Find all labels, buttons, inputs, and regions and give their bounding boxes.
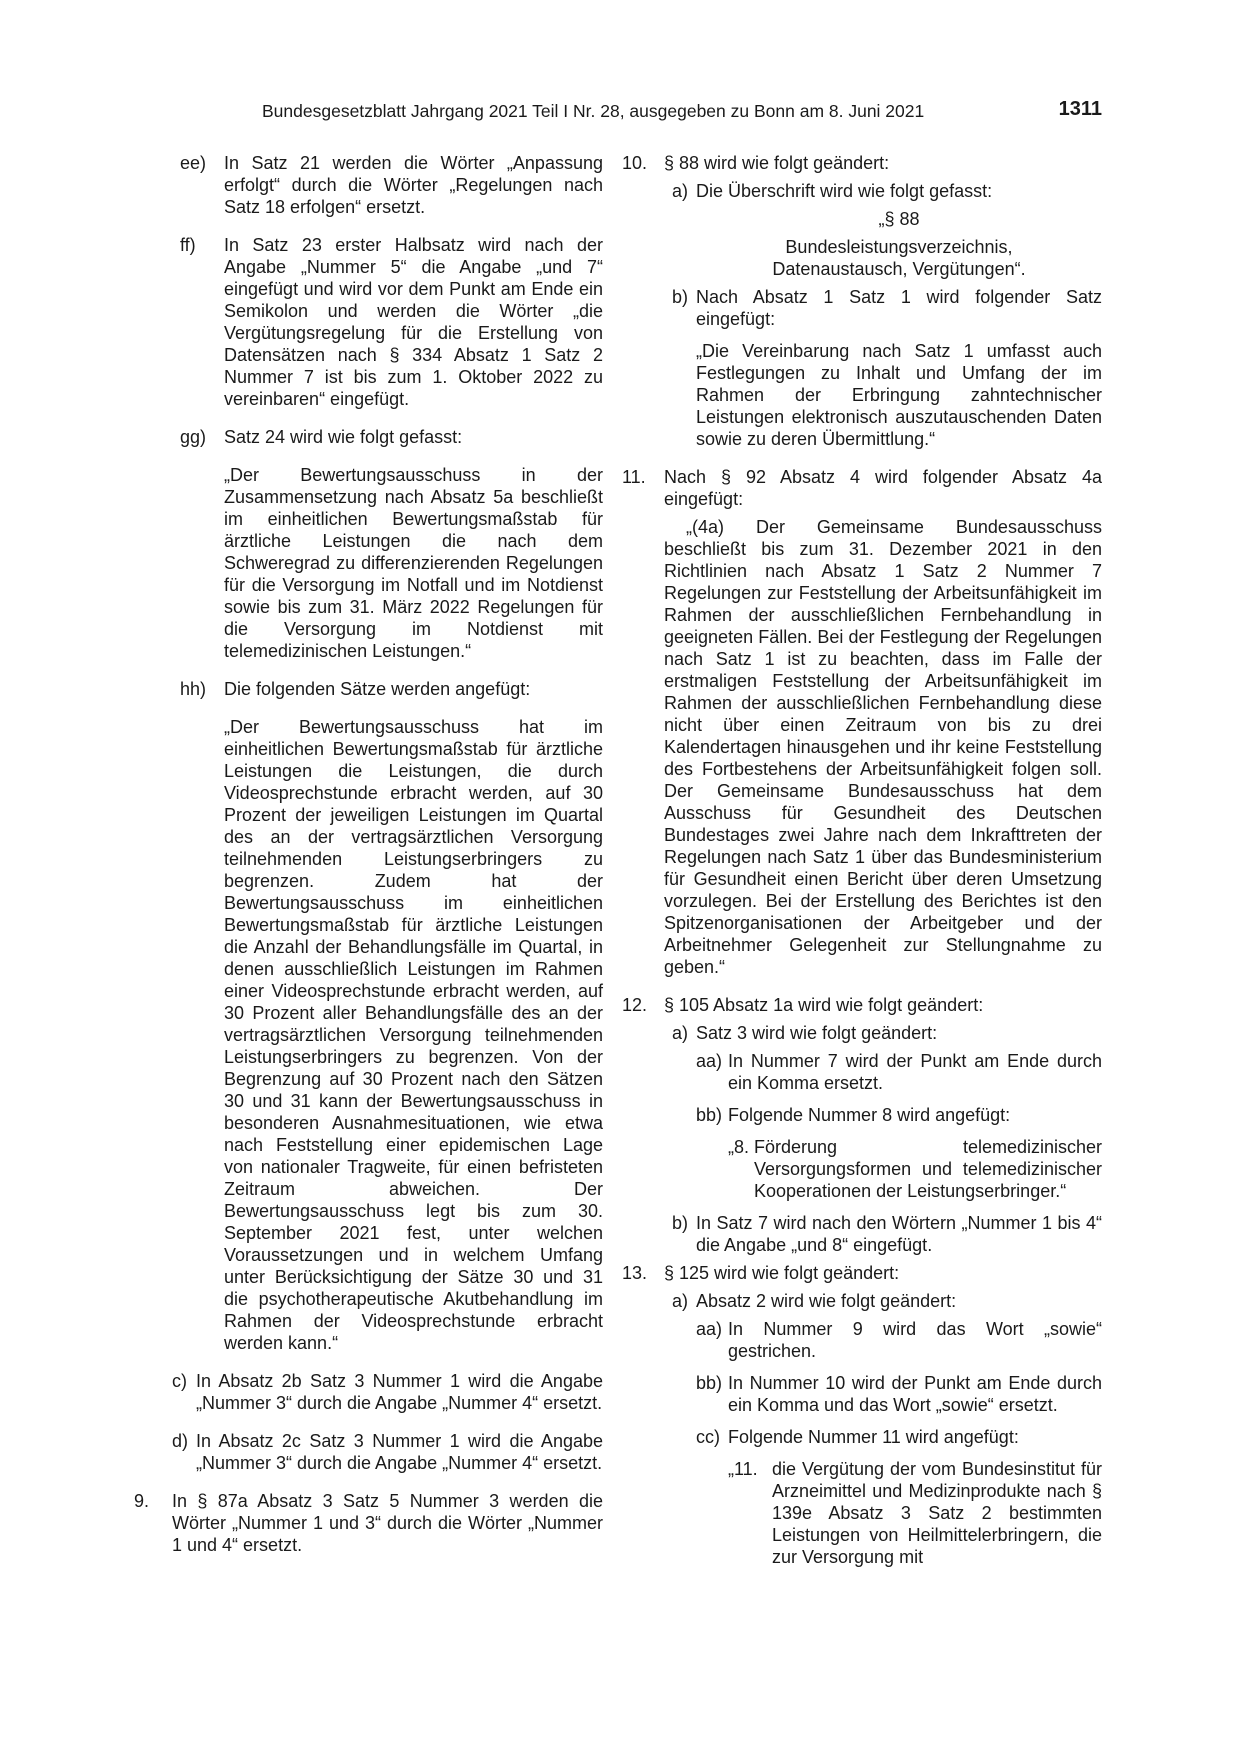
list-item-11 xyxy=(622,466,1102,510)
item-label: hh) xyxy=(180,679,207,699)
item-label: a) xyxy=(672,1291,689,1311)
list-item-10a xyxy=(672,180,1102,202)
item-text: Folgende Nummer 11 wird angefügt: xyxy=(728,1427,1019,1447)
page-number: 1311 xyxy=(1058,98,1102,120)
item-label: c) xyxy=(172,1371,187,1391)
item-text: In § 87a Absatz 3 Satz 5 Nummer 3 werden die Wörter „Nummer 1 und 3“ durch die Wörter „Nummer 1 und 4“ ersetzt. xyxy=(172,1491,603,1555)
list-item-12bb-quote xyxy=(728,1136,1102,1202)
item-label: b) xyxy=(672,287,689,307)
quote-text: „Der Bewertungsausschuss hat im einheitlichen Bewertungsmaßstab für ärztliche Leistungen die Leistungen, die durch Videosprechstunde erbracht werden, auf 30 Prozent der jeweiligen Leistungen im Quartal des an der vertragsärztlichen Versorgung teilnehmenden Leistungserbringers zu begrenzen. Zudem hat der Bewertungsausschuss im einheitlichen Bewertungsmaßstab für ärztliche Leistungen die Anzahl der Behandlungsfälle im Quartal, in denen ausschließlich Leistungen im Rahmen einer Videosprechstunde erbracht werden, auf 30 Prozent aller Behandlungsfälle des an der vertragsärztlichen Versorgung teilnehmenden Leistungserbringers zu begrenzen. Von der Begrenzung auf 30 Prozent nach den Sätzen 30 und 31 kann der Bewertungsausschuss in besonderen Ausnahmesituationen, wie etwa nach Feststellung einer epidemischen Lage von nationaler Tragweite, für einen befristeten Zeitraum abweichen. Der Bewertungsausschuss legt bis zum 30. September 2021 fest, unter welchen Voraussetzungen und in welchem Umfang unter Berücksichtigung der Sätze 30 und 31 die psychotherapeutische Akutbehandlung im Rahmen der Videosprechstunde erbracht werden kann.“ xyxy=(224,717,603,1353)
page-header xyxy=(262,100,1102,126)
left-column xyxy=(134,152,603,1572)
list-item-c xyxy=(172,1370,603,1414)
item-label: a) xyxy=(672,181,689,201)
item-text: Folgende Nummer 8 wird angefügt: xyxy=(728,1105,1011,1125)
item-text: § 125 wird wie folgt geändert: xyxy=(664,1263,900,1283)
item-text: Nach § 92 Absatz 4 wird folgender Absatz 4a eingefügt: xyxy=(664,467,1102,509)
list-item-13cc-quote xyxy=(728,1458,1102,1568)
item-label: b) xyxy=(672,1213,689,1233)
item-label: ff) xyxy=(180,235,196,255)
quote-text: „(4a) Der Gemeinsame Bundesausschuss beschließt bis zum 31. Dezember 2021 in den Richtlinien nach Absatz 1 Satz 2 Nummer 7 Regelungen zur Feststellung der Arbeitsunfähigkeit im Rahmen der ausschließlichen Fernbehandlung in geeigneten Fällen. Bei der Festlegung der Regelungen nach Satz 1 ist zu beachten, dass im Falle der erstmaligen Feststellung der Arbeitsunfähigkeit im Rahmen der ausschließlichen Fernbehandlung diese nicht über einen Zeitraum von bis zu drei Kalendertagen hinausgehen und ihr keine Feststellung des Fortbestehens der Arbeitsunfähigkeit folgen soll. Der Gemeinsame Bundesausschuss hat dem Ausschuss für Gesundheit des Deutschen Bundestages zwei Jahre nach dem Inkrafttreten der Regelungen nach Satz 1 über das Bundesministerium für Gesundheit einen Bericht über deren Umsetzung vorzulegen. Bei der Erstellung des Berichtes ist den Spitzenorganisationen der Arbeitgeber und der Arbeitnehmer Gelegenheit zur Stellungnahme zu geben.“ xyxy=(664,517,1102,977)
item-label: 9. xyxy=(134,1491,150,1511)
item-label: aa) xyxy=(696,1319,723,1339)
list-item-12b xyxy=(672,1212,1102,1256)
list-item-13a xyxy=(672,1290,1102,1312)
paragraph-title: Bundesleistungsverzeichnis, xyxy=(785,237,1013,257)
list-item-12aa xyxy=(696,1050,1102,1094)
item-label: d) xyxy=(172,1431,189,1451)
item-text: In Nummer 7 wird der Punkt am Ende durch ein Komma ersetzt. xyxy=(728,1051,1102,1093)
paragraph-heading: „§ 88 xyxy=(878,209,920,229)
item-text: In Satz 23 erster Halbsatz wird nach der Angabe „Nummer 5“ die Angabe „und 7“ eingefügt und wird vor dem Punkt am Ende ein Semikolon und werden die Wörter „die Vergütungsregelung für die Erstellung von Datensätzen nach § 334 Absatz 1 Satz 2 Nummer 7 ist bis zum 1. Oktober 2022 zu vereinbaren“ eingefügt. xyxy=(224,235,603,409)
list-item-hh xyxy=(180,678,603,700)
item-text: In Nummer 9 wird das Wort „sowie“ gestrichen. xyxy=(728,1319,1102,1361)
list-item-12 xyxy=(622,994,1102,1016)
item-text: Satz 3 wird wie folgt geändert: xyxy=(696,1023,938,1043)
item-text: Nach Absatz 1 Satz 1 wird folgender Satz eingefügt: xyxy=(696,287,1102,329)
item-label: aa) xyxy=(696,1051,723,1071)
list-item-12a xyxy=(672,1022,1102,1044)
item-text: In Nummer 10 wird der Punkt am Ende durch ein Komma und das Wort „sowie“ ersetzt. xyxy=(728,1373,1102,1415)
item-text: die Vergütung der vom Bundesinstitut für Arzneimittel und Medizinprodukte nach § 139e Absatz 3 Satz 2 bestimmten Leistungen von Heilmittelerbringern, die zur Versorgung mit xyxy=(772,1459,1102,1567)
item-label: „8. xyxy=(728,1137,750,1157)
item-text: § 105 Absatz 1a wird wie folgt geändert: xyxy=(664,995,984,1015)
item-label: 10. xyxy=(622,153,648,173)
list-item-13cc xyxy=(696,1426,1102,1448)
item-label: 13. xyxy=(622,1263,648,1283)
list-item-10b xyxy=(672,286,1102,330)
item-label: ee) xyxy=(180,153,207,173)
list-item-9 xyxy=(134,1490,603,1556)
item-label: bb) xyxy=(696,1373,723,1393)
list-item-13 xyxy=(622,1262,1102,1284)
list-item-10 xyxy=(622,152,1102,174)
item-text: Satz 24 wird wie folgt gefasst: xyxy=(224,427,463,447)
right-column xyxy=(622,152,1102,1568)
list-item-13bb xyxy=(696,1372,1102,1416)
item-label: bb) xyxy=(696,1105,723,1125)
list-item-d xyxy=(172,1430,603,1474)
item-text: Die folgenden Sätze werden angefügt: xyxy=(224,679,531,699)
item-text: § 88 wird wie folgt geändert: xyxy=(664,153,890,173)
list-item-ee xyxy=(180,152,603,218)
item-label: 12. xyxy=(622,995,648,1015)
list-item-12bb xyxy=(696,1104,1102,1126)
item-label: 11. xyxy=(622,467,646,487)
quote-text: „Die Vereinbarung nach Satz 1 umfasst auch Festlegungen zu Inhalt und Umfang der im Rahmen der Erbringung zahntechnischer Leistungen elektronisch auszutauschenden Daten sowie zu deren Übermittlung.“ xyxy=(696,341,1102,449)
list-item-gg xyxy=(180,426,603,448)
list-item-ff xyxy=(180,234,603,410)
item-text: Absatz 2 wird wie folgt geändert: xyxy=(696,1291,957,1311)
item-text: In Absatz 2c Satz 3 Nummer 1 wird die Angabe „Nummer 3“ durch die Angabe „Nummer 4“ ersetzt. xyxy=(196,1431,603,1473)
item-label: a) xyxy=(672,1023,689,1043)
item-text: In Satz 21 werden die Wörter „Anpassung erfolgt“ durch die Wörter „Regelungen nach Satz 18 erfolgen“ ersetzt. xyxy=(224,153,603,217)
paragraph-title: Datenaustausch, Vergütungen“. xyxy=(772,259,1026,279)
item-label: gg) xyxy=(180,427,207,447)
item-text: In Absatz 2b Satz 3 Nummer 1 wird die Angabe „Nummer 3“ durch die Angabe „Nummer 4“ ersetzt. xyxy=(196,1371,603,1413)
list-item-13aa xyxy=(696,1318,1102,1362)
item-label: „11. xyxy=(728,1459,758,1479)
quote-text: „Der Bewertungsausschuss in der Zusammensetzung nach Absatz 5a beschließt im einheitlichen Bewertungsmaßstab für ärztliche Leistungen die nach dem Schweregrad zu differenzierenden Regelungen für die Versorgung im Notfall und im Notdienst sowie bis zum 31. März 2022 Regelungen für die Versorgung im Notdienst mit telemedizinischen Leistungen.“ xyxy=(224,465,603,661)
running-title: Bundesgesetzblatt Jahrgang 2021 Teil I Nr. 28, ausgegeben zu Bonn am 8. Juni 2021 xyxy=(262,101,925,121)
item-text: Die Überschrift wird wie folgt gefasst: xyxy=(696,181,993,201)
item-text: Förderung telemedizinischer Versorgungsformen und telemedizinischer Kooperationen der Leistungserbringer.“ xyxy=(754,1137,1102,1201)
item-label: cc) xyxy=(696,1427,720,1447)
item-text: In Satz 7 wird nach den Wörtern „Nummer 1 bis 4“ die Angabe „und 8“ eingefügt. xyxy=(696,1213,1102,1255)
